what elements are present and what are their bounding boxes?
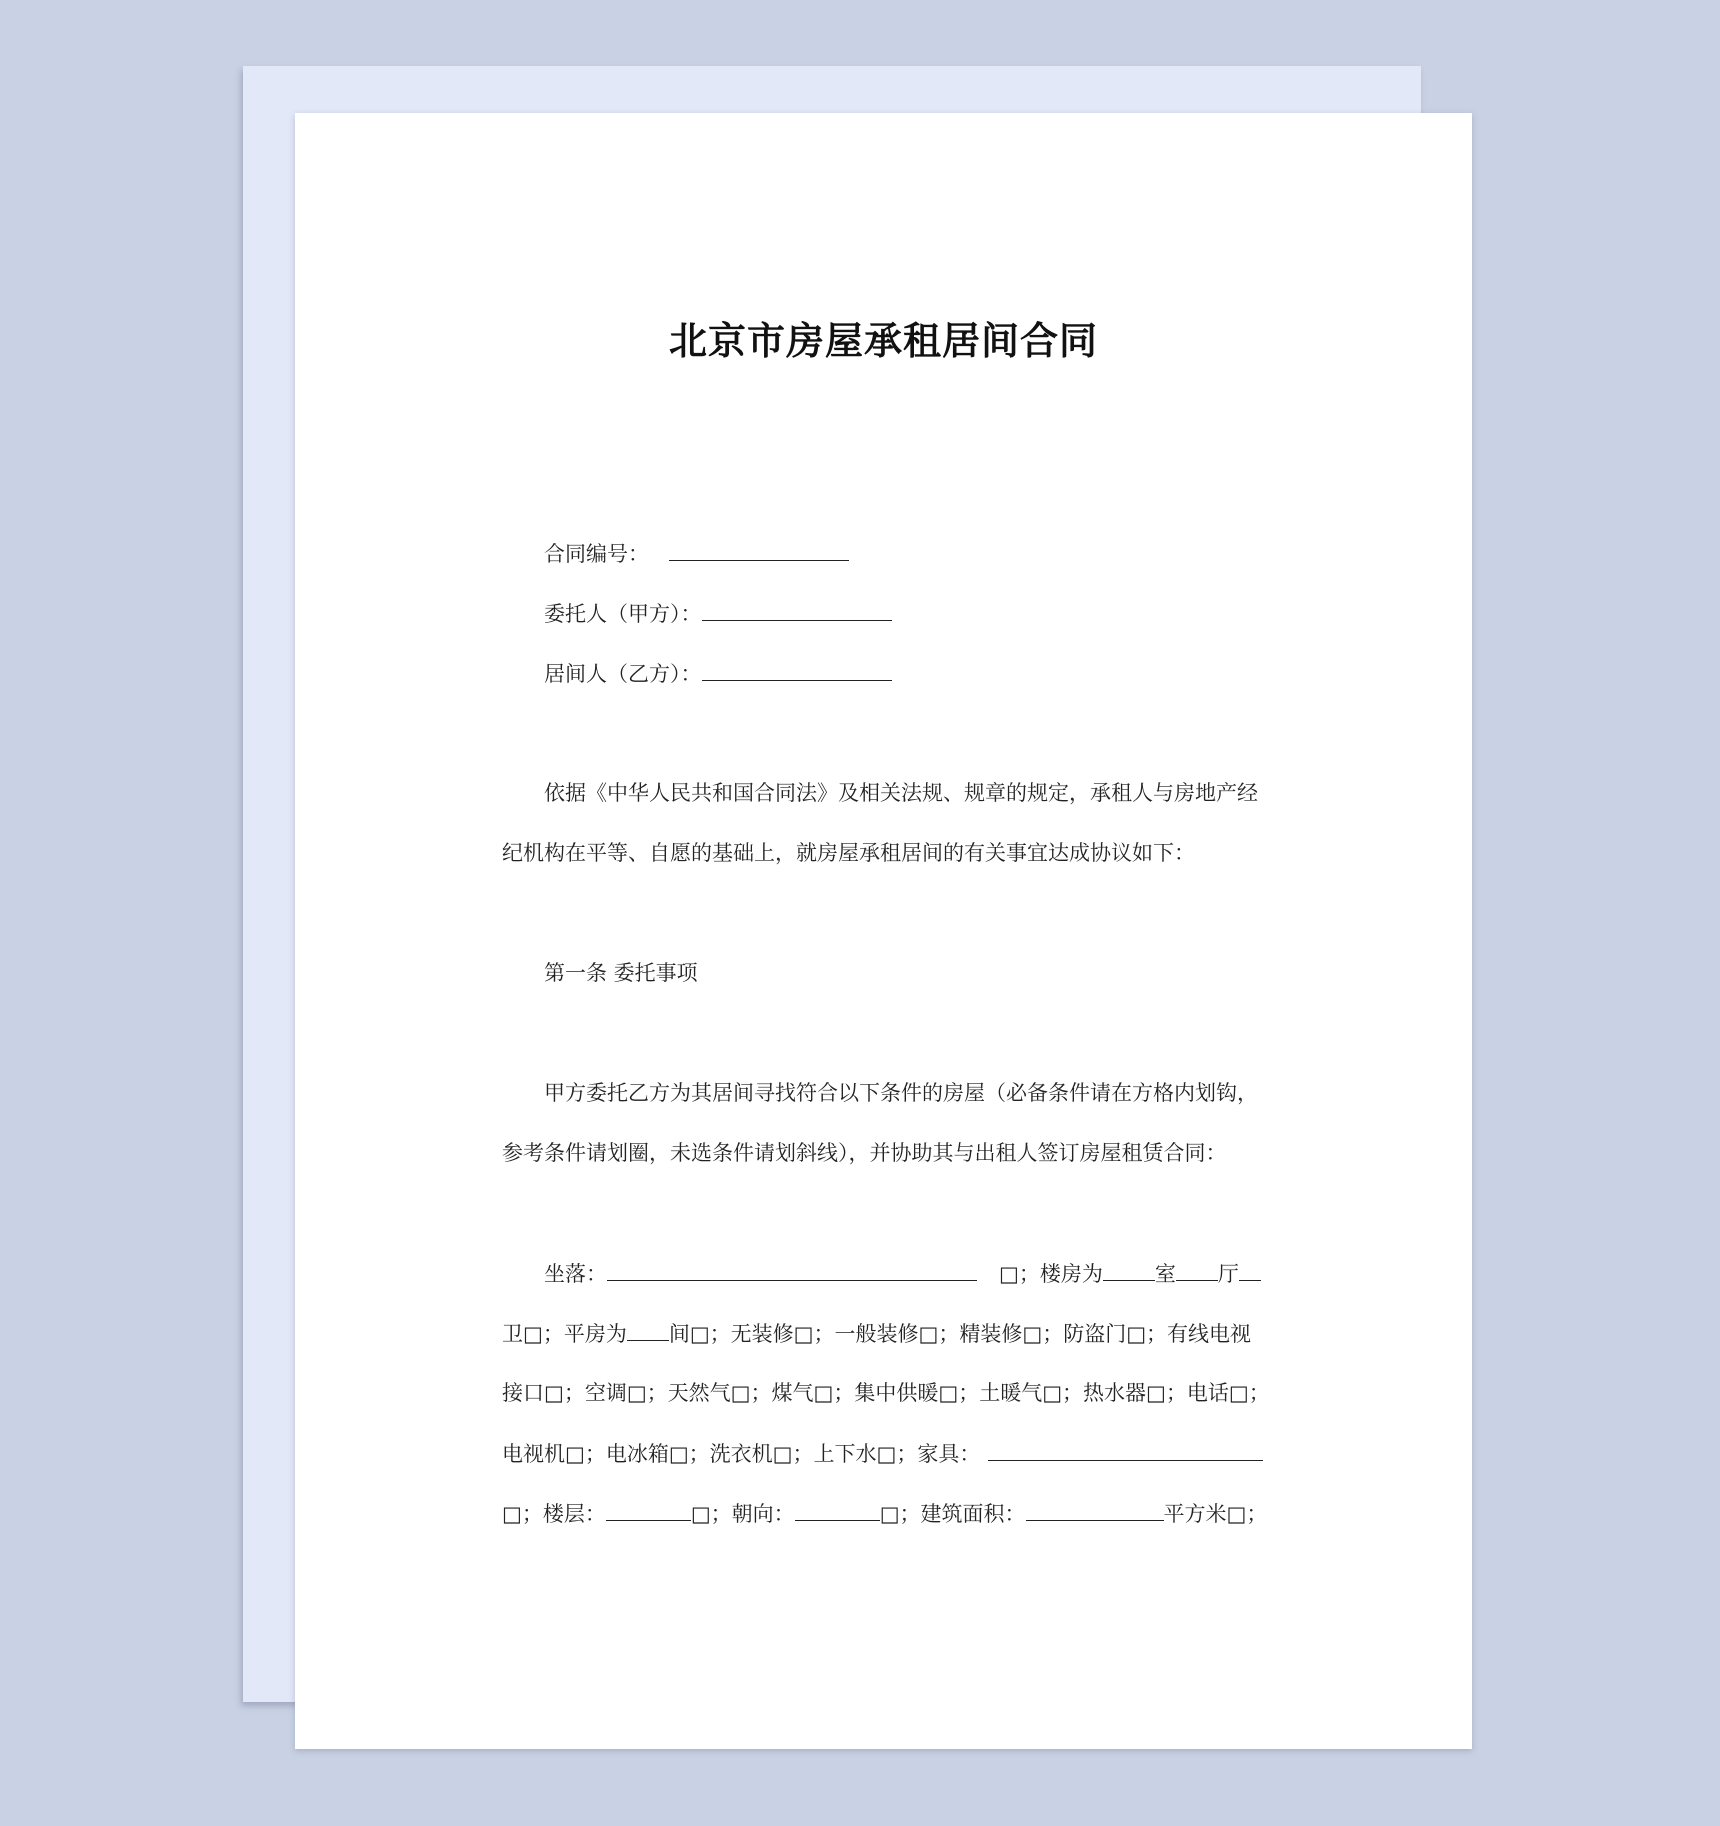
orientation-blank[interactable] — [795, 1498, 880, 1521]
furniture-blank[interactable] — [988, 1438, 1263, 1461]
intro-line-1: 依据《中华人民共和国合同法》及相关法规、规章的规定，承租人与房地产经 — [544, 781, 1258, 805]
area-blank[interactable] — [1026, 1498, 1164, 1521]
conditions-line-5 — [502, 1498, 1267, 1529]
halls-blank[interactable] — [1176, 1258, 1218, 1281]
floor-label: □；楼层： — [502, 1502, 606, 1526]
principal-party-a-field — [544, 598, 892, 629]
intermediary-party-b-field — [544, 658, 892, 689]
document-title: 北京市房屋承租居间合同 — [668, 319, 1098, 363]
intermediary-party-b-label: 居间人（乙方）： — [544, 662, 702, 686]
conditions-line-2 — [502, 1318, 1251, 1349]
location-blank[interactable] — [607, 1258, 977, 1281]
halls-unit: 厅 — [1217, 1262, 1239, 1286]
contract-number-label: 合同编号： — [544, 542, 649, 566]
area-unit: 平方米□； — [1163, 1502, 1268, 1526]
contract-number-blank[interactable] — [669, 538, 849, 561]
bath-bungalow-label: 卫□；平房为 — [502, 1322, 627, 1346]
orientation-label: □；朝向： — [690, 1502, 795, 1526]
principal-party-a-label: 委托人（甲方）： — [544, 602, 702, 626]
rooms-blank[interactable] — [1103, 1258, 1155, 1281]
rooms-unit: 室 — [1154, 1262, 1176, 1286]
article-1-heading: 第一条 委托事项 — [544, 961, 698, 985]
bungalow-rooms-blank[interactable] — [627, 1318, 669, 1341]
principal-party-a-blank[interactable] — [702, 598, 892, 621]
conditions-line-4 — [502, 1438, 1263, 1469]
area-label: □；建筑面积： — [879, 1502, 1026, 1526]
floor-blank[interactable] — [606, 1498, 691, 1521]
conditions-line-1 — [544, 1258, 1261, 1289]
conditions-line-3: 接口□；空调□；天然气□；煤气□；集中供暖□；土暖气□；热水器□；电话□； — [502, 1381, 1270, 1405]
document-page — [295, 113, 1472, 1749]
appliances-furniture-label: 电视机□；电冰箱□；洗衣机□；上下水□；家具： — [502, 1442, 981, 1466]
article-1-body-line-2: 参考条件请划圈，未选条件请划斜线），并协助其与出租人签订房屋租赁合同： — [502, 1141, 1227, 1165]
article-1-body-line-1: 甲方委托乙方为其居间寻找符合以下条件的房屋（必备条件请在方格内划钩， — [544, 1081, 1258, 1105]
decoration-options: 间□；无装修□；一般装修□；精装修□；防盗门□；有线电视 — [668, 1322, 1252, 1346]
intro-line-2: 纪机构在平等、自愿的基础上，就房屋承租居间的有关事宜达成协议如下： — [502, 841, 1195, 865]
baths-blank[interactable] — [1239, 1258, 1261, 1281]
location-label: 坐落： — [544, 1262, 607, 1286]
intermediary-party-b-blank[interactable] — [702, 658, 892, 681]
contract-number-field — [544, 538, 849, 569]
building-type-label: □；楼房为 — [999, 1262, 1103, 1286]
